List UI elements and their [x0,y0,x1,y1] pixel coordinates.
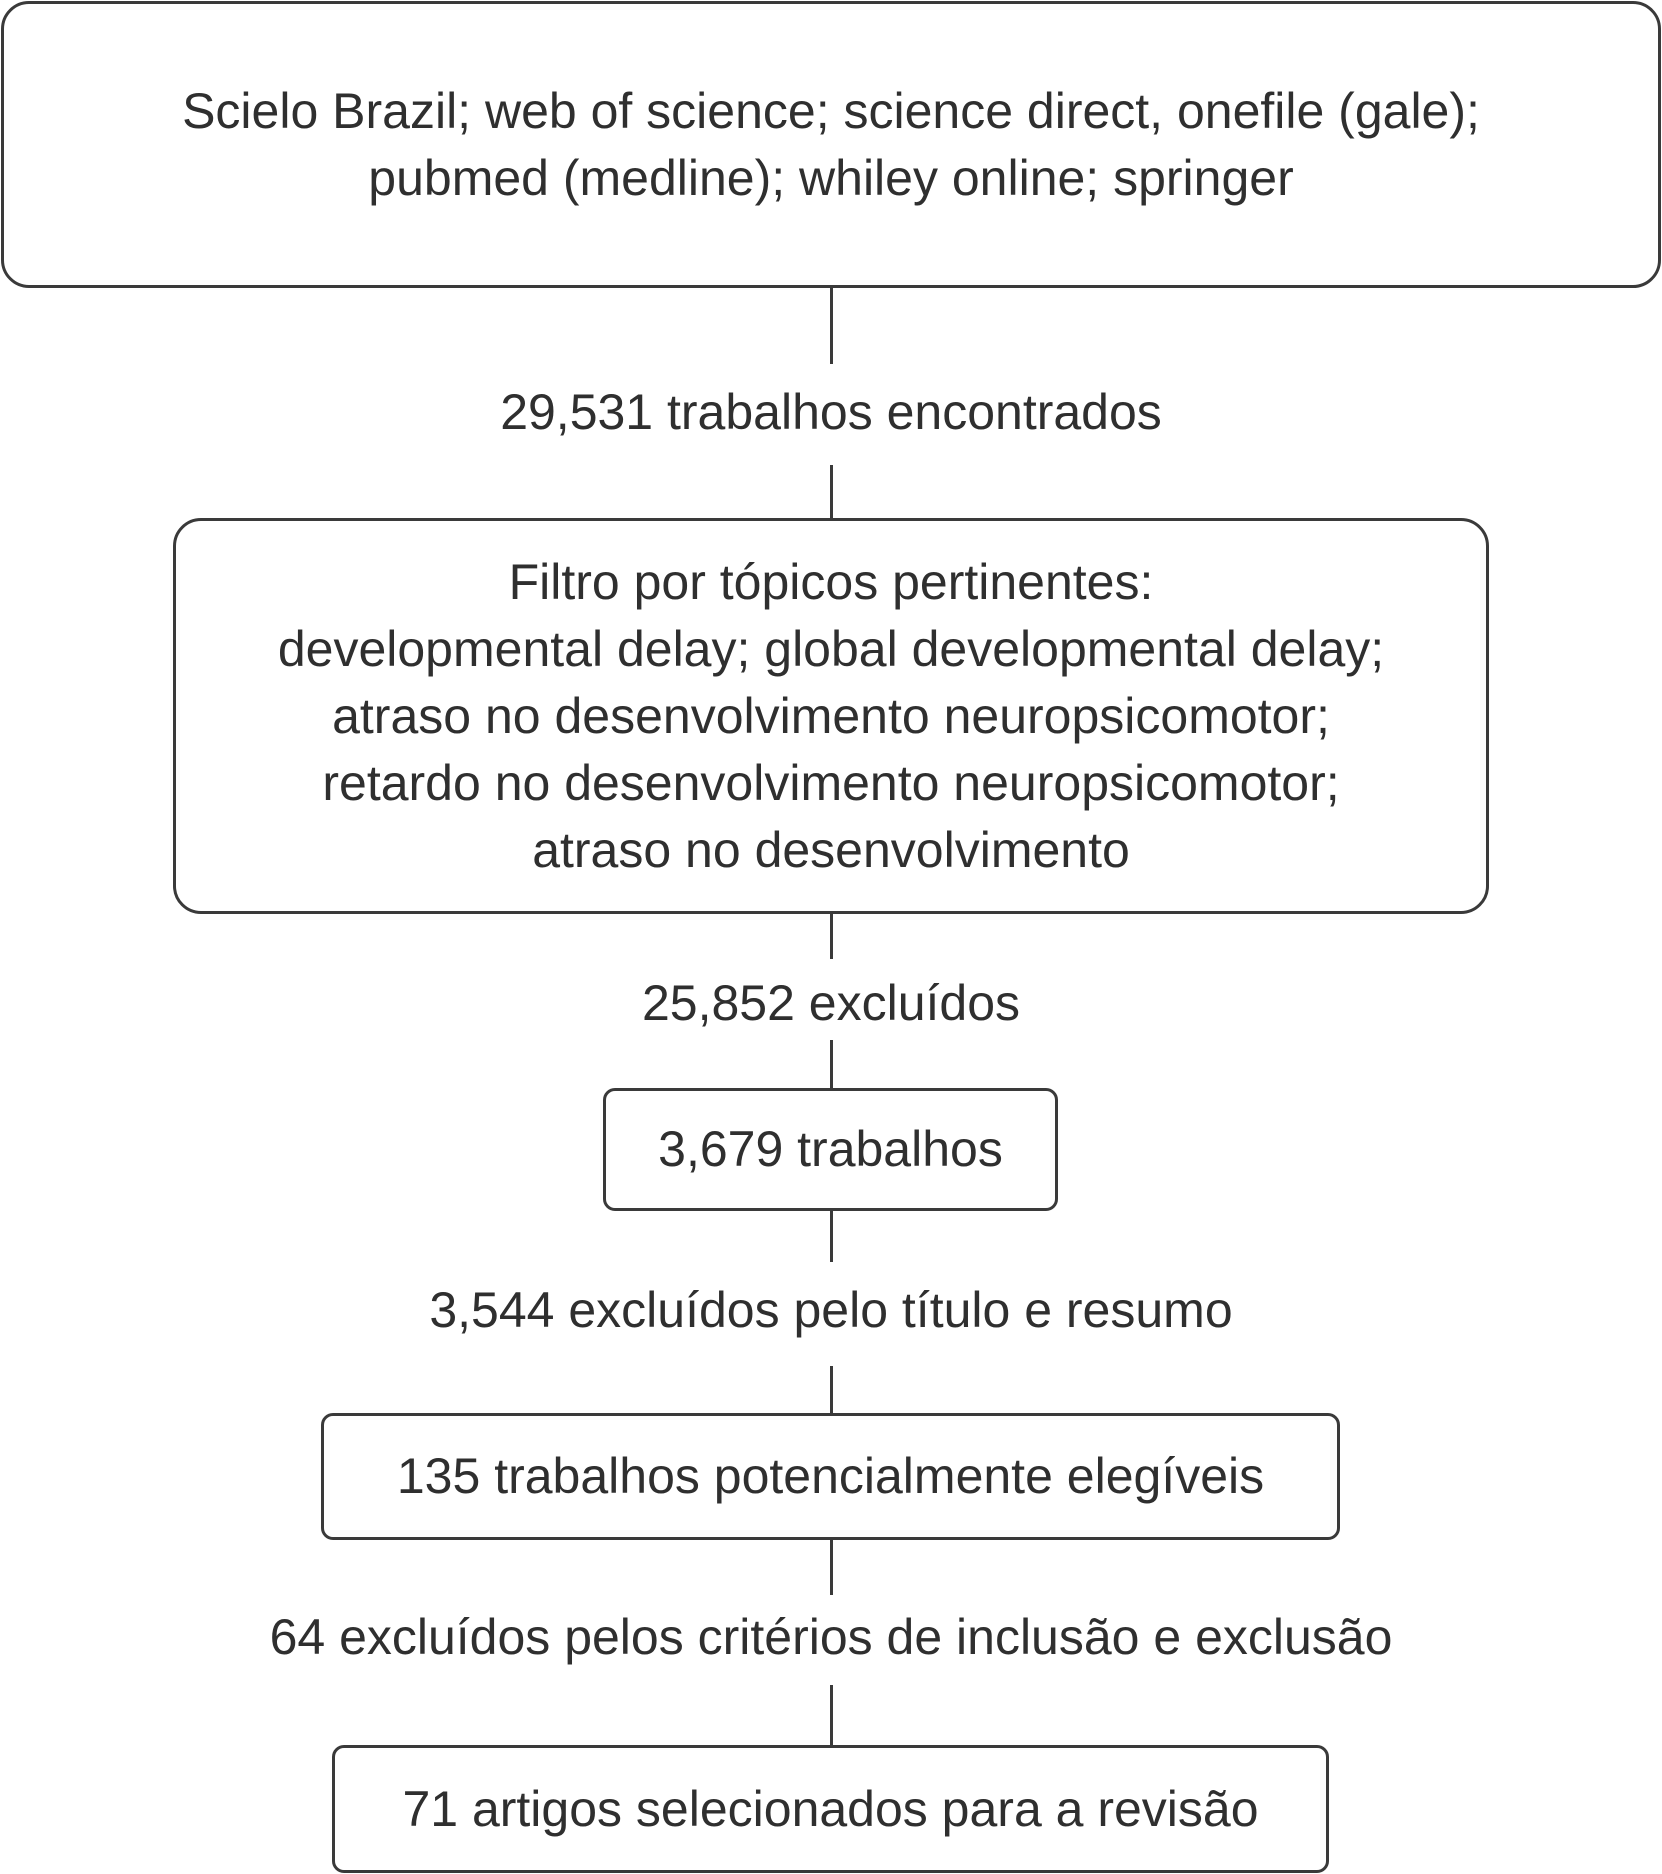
found-label: 29,531 trabalhos encontrados [500,384,1162,440]
connector-line [830,1685,833,1747]
filter-line: retardo no desenvolvimento neuropsicomotor; [322,754,1340,811]
connector-line [830,288,833,364]
works-box [603,1088,1058,1211]
excluded-label: 3,544 excluídos pelo título e resumo [429,1282,1233,1338]
filter-line: Filtro por tópicos pertinentes: [508,553,1154,610]
sources-line: pubmed (medline); whiley online; springer [368,149,1294,206]
connector-line [830,914,833,959]
filter-line: atraso no desenvolvimento [532,821,1130,878]
filter-line: atraso no desenvolvimento neuropsicomotor; [332,687,1330,744]
eligible-box [321,1413,1340,1540]
sources-box [1,1,1661,288]
filter-line: developmental delay; global developmental delay; [277,620,1385,677]
sources-line: Scielo Brazil; web of science; science direct, onefile (gale); [182,82,1480,139]
connector-line [830,1366,833,1414]
connector-line [830,465,833,519]
selected-box-label: 71 artigos selecionados para a revisão [402,1780,1259,1837]
filter-box [173,518,1489,914]
connector-line [830,1540,833,1595]
connector-line [830,1040,833,1090]
excluded-label: 25,852 excluídos [641,975,1021,1031]
works-box-label: 3,679 trabalhos [658,1121,1003,1177]
connector-line [830,1211,833,1262]
selected-box [332,1745,1329,1873]
eligible-box-label: 135 trabalhos potencialmente elegíveis [396,1448,1265,1504]
excluded-label: 64 excluídos pelos critérios de inclusão e exclusão [269,1609,1393,1665]
